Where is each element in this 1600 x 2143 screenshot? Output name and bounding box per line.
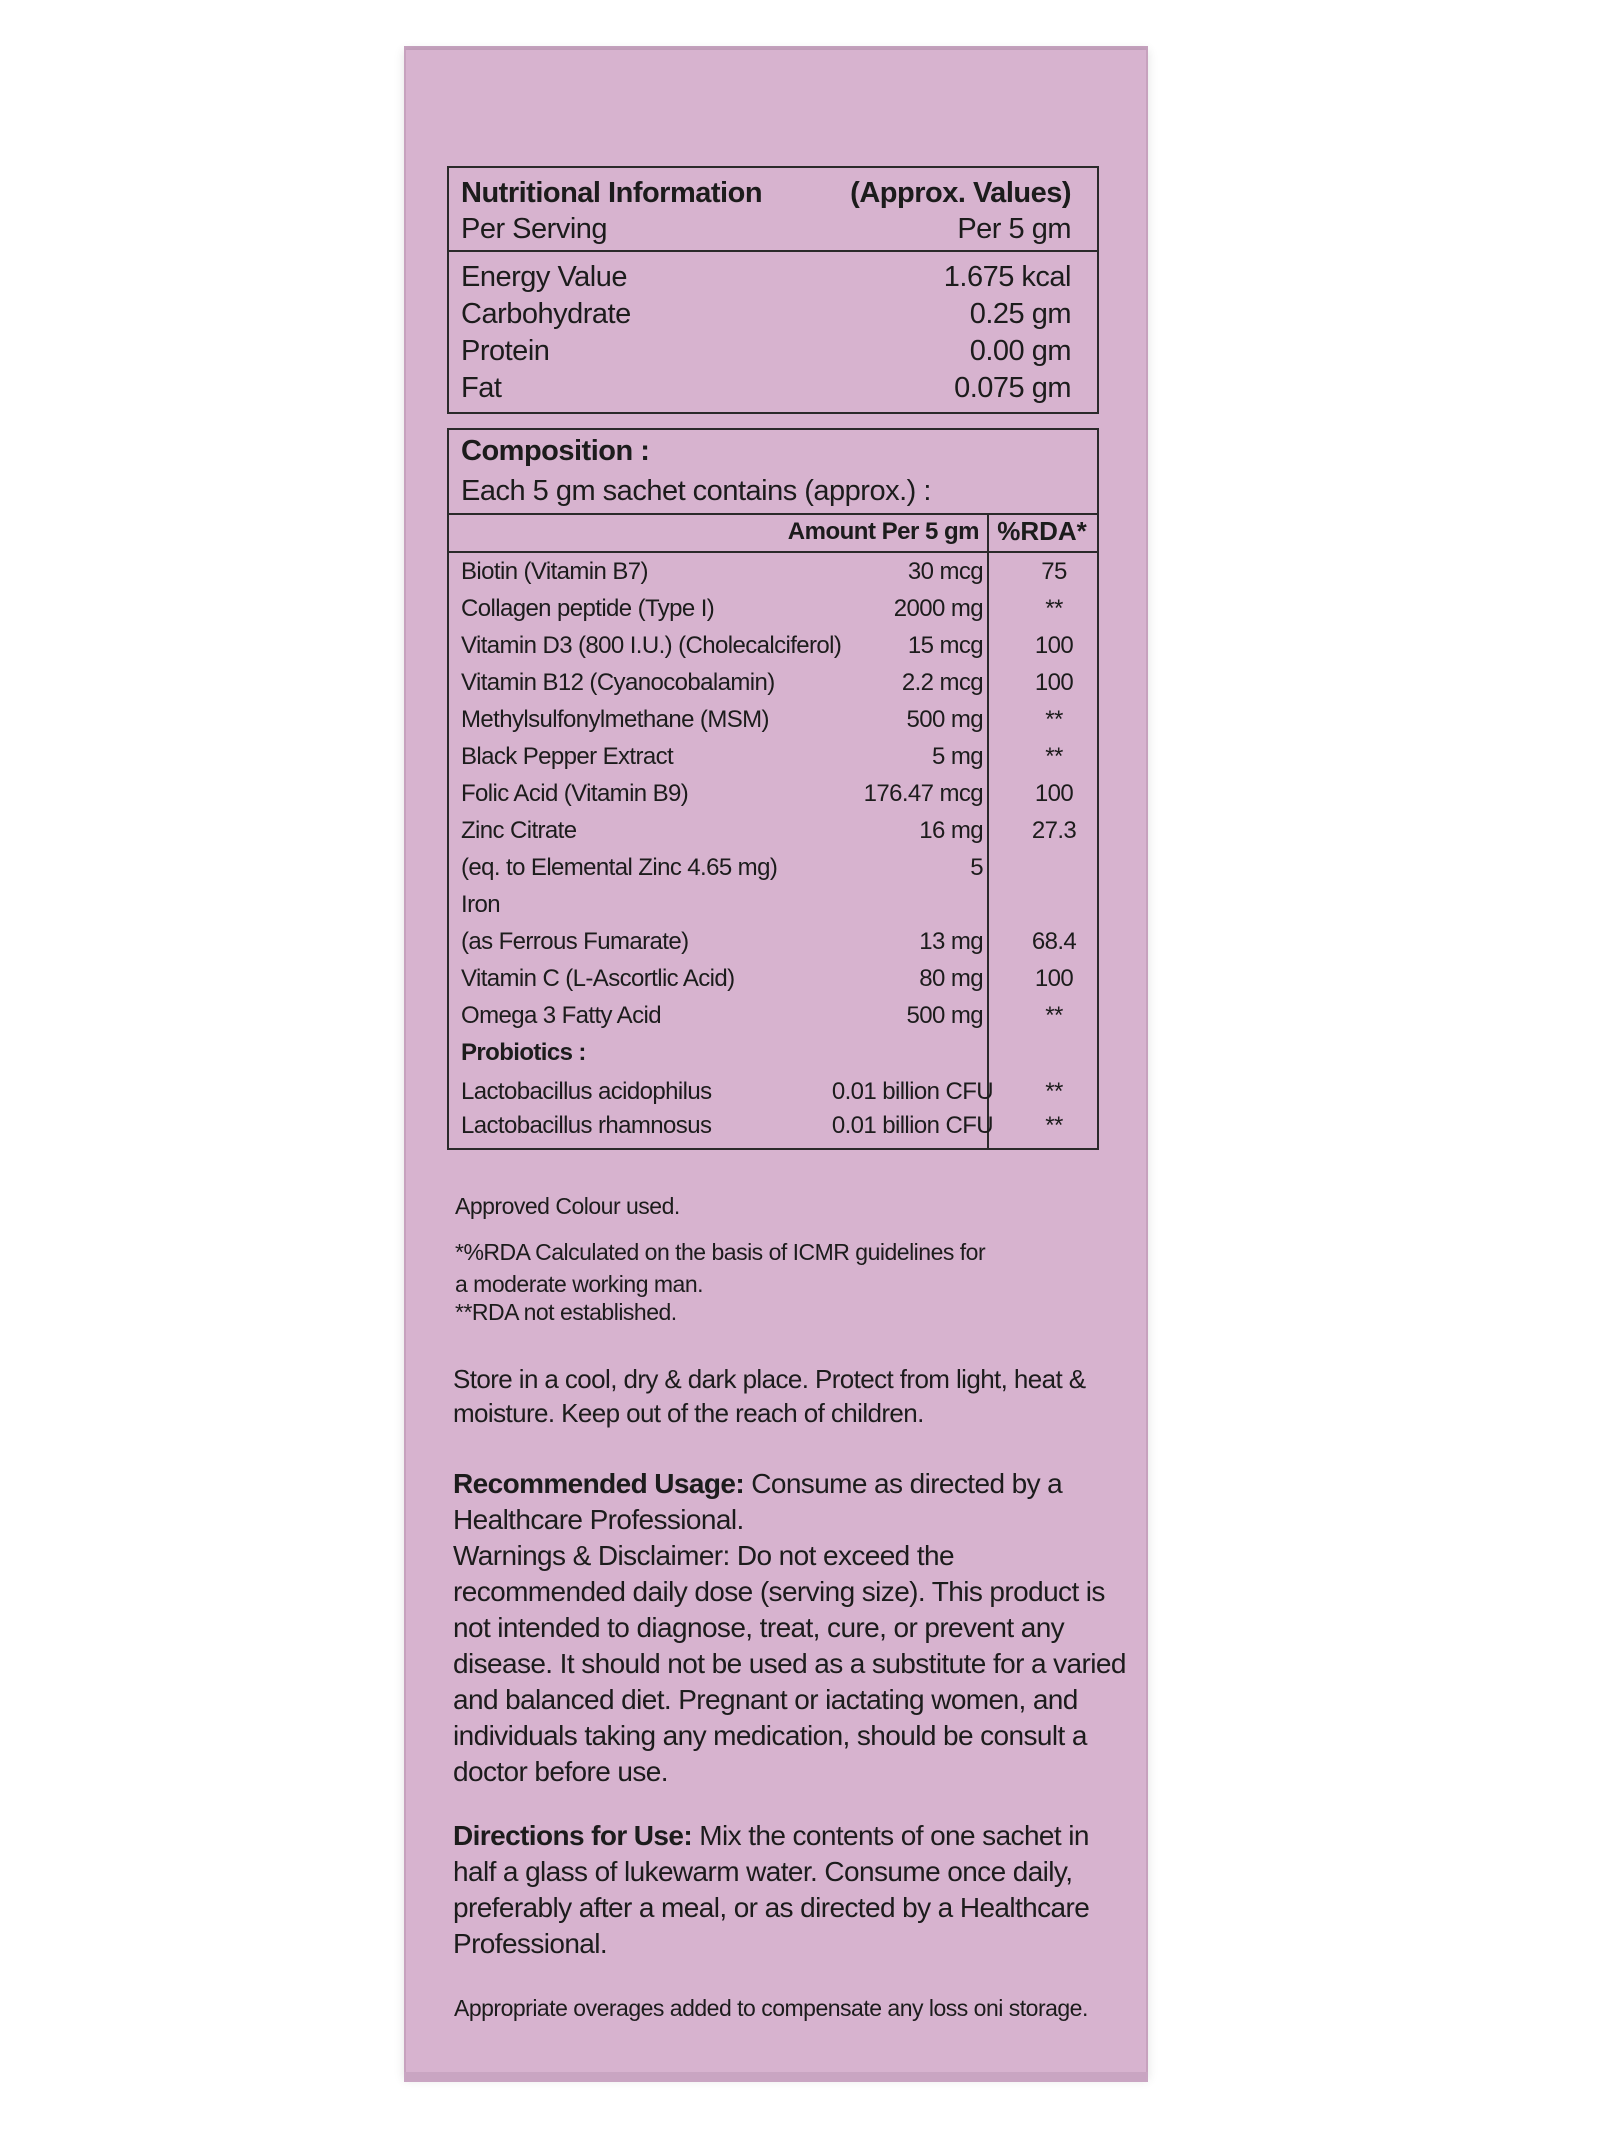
recommended-usage-text: Consume as directed by a Healthcare Professional. — [453, 1468, 1063, 1535]
rda-footnote-2: a moderate working man. — [455, 1271, 704, 1297]
ingredient-name: (as Ferrous Fumarate) — [461, 928, 689, 955]
ingredient-amount: 80 mg — [919, 965, 983, 992]
probiotic-amount: 0.01 billion CFU — [831, 1112, 993, 1139]
ingredient-rda: 68.4 — [1031, 928, 1077, 955]
ingredient-amount: 16 mg — [919, 817, 983, 844]
ingredient-name: (eq. to Elemental Zinc 4.65 mg) — [461, 854, 778, 881]
colour-note: Approved Colour used. — [455, 1193, 680, 1219]
probiotics-label: Probiotics : — [461, 1039, 586, 1066]
ingredient-name: Methylsulfonylmethane (MSM) — [461, 706, 769, 733]
ingredient-amount: 2000 mg — [893, 595, 983, 622]
probiotic-name: Lactobacillus rhamnosus — [461, 1112, 712, 1139]
nutrition-title: Nutritional Information — [461, 177, 763, 209]
ingredient-row — [461, 887, 1101, 923]
nutrition-row — [461, 297, 1071, 331]
composition-table — [447, 428, 1099, 1150]
ingredient-amount: 30 mcg — [907, 558, 983, 585]
nutrition-row-value: 0.00 gm — [969, 335, 1071, 367]
ingredient-row — [461, 924, 1101, 960]
ingredient-row — [461, 628, 1101, 664]
amount-column-header: Amount Per 5 gm — [787, 518, 979, 545]
rda-footnote-1: *%RDA Calculated on the basis of ICMR guidelines for — [455, 1239, 986, 1265]
nutrition-row-value: 0.075 gm — [954, 372, 1071, 404]
ingredient-amount: 2.2 mcg — [901, 669, 983, 696]
nutrition-table-header — [449, 168, 1097, 252]
ingredient-rda: 27.3 — [1031, 817, 1077, 844]
nutrition-table — [447, 166, 1099, 414]
nutrition-row — [461, 260, 1071, 294]
composition-subtitle: Each 5 gm sachet contains (approx.) : — [461, 475, 931, 507]
recommended-usage — [453, 1466, 1133, 1538]
composition-title: Composition : — [461, 435, 650, 467]
probiotic-rda: ** — [1045, 1078, 1063, 1105]
ingredient-amount: 500 mg — [906, 1002, 983, 1029]
recommended-usage-label: Recommended Usage: — [453, 1468, 745, 1499]
ingredient-rda: ** — [1045, 1002, 1063, 1029]
ingredient-row — [461, 961, 1101, 997]
ingredient-name: Iron — [461, 891, 500, 918]
ingredient-rda: 100 — [1034, 965, 1074, 992]
probiotic-name: Lactobacillus acidophilus — [461, 1078, 712, 1105]
rda-footnote-3: **RDA not established. — [455, 1299, 677, 1325]
nutrition-row-label: Carbohydrate — [461, 298, 631, 330]
ingredient-amount: 15 mcg — [907, 632, 983, 659]
ingredient-name: Vitamin B12 (Cyanocobalamin) — [461, 669, 775, 696]
ingredient-row — [461, 702, 1101, 738]
per-serving-row — [461, 212, 1071, 246]
per-serving-value: Per 5 gm — [957, 213, 1071, 245]
ingredient-row — [461, 813, 1101, 849]
ingredient-rda: 100 — [1034, 669, 1074, 696]
nutrition-row-value: 1.675 kcal — [943, 261, 1071, 293]
ingredient-name: Collagen peptide (Type I) — [461, 595, 715, 622]
ingredient-amount: 5 — [970, 854, 983, 881]
ingredient-amount: 13 mg — [919, 928, 983, 955]
ingredient-rda: 100 — [1034, 632, 1074, 659]
rda-column-header: %RDA* — [997, 516, 1087, 546]
divider — [449, 513, 1097, 515]
probiotic-row — [461, 1074, 1101, 1110]
ingredient-name: Omega 3 Fatty Acid — [461, 1002, 661, 1029]
ingredient-amount: 5 mg — [932, 743, 983, 770]
nutrition-row — [461, 334, 1071, 368]
ingredient-name: Vitamin C (L-Ascortlic Acid) — [461, 965, 735, 992]
ingredient-row — [461, 591, 1101, 627]
nutrition-row-value: 0.25 gm — [969, 298, 1071, 330]
ingredient-row — [461, 850, 1101, 886]
nutrition-row-label: Fat — [461, 372, 502, 404]
nutrition-row-label: Energy Value — [461, 261, 627, 293]
box-bottom-edge — [404, 2072, 1148, 2082]
ingredient-rda: ** — [1045, 706, 1063, 733]
approx-values-label: (Approx. Values) — [850, 177, 1071, 209]
ingredient-name: Folic Acid (Vitamin B9) — [461, 780, 689, 807]
nutrition-row — [461, 371, 1071, 405]
probiotic-amount: 0.01 billion CFU — [831, 1078, 993, 1105]
ingredient-row — [461, 998, 1101, 1034]
ingredient-name: Zinc Citrate — [461, 817, 577, 844]
ingredient-rda: 75 — [1041, 558, 1067, 585]
per-serving-label: Per Serving — [461, 213, 608, 245]
directions-label: Directions for Use: — [453, 1820, 693, 1851]
nutrition-title-row — [461, 176, 1071, 210]
ingredient-rda: ** — [1045, 743, 1063, 770]
probiotic-row — [461, 1108, 1101, 1144]
directions-text: Mix the contents of one sachet in half a glass of lukewarm water. Consume once daily, preferably after a meal, or as directed by a Healthcare Professional. — [453, 1820, 1090, 1959]
probiotic-rda: ** — [1045, 1112, 1063, 1139]
ingredient-amount: 176.47 mcg — [863, 780, 983, 807]
ingredient-row — [461, 739, 1101, 775]
ingredient-name: Biotin (Vitamin B7) — [461, 558, 648, 585]
warnings-disclaimer: Warnings & Disclaimer: Do not exceed the recommended daily dose (serving size). This product is not intended to diagnose, treat, cure, or prevent any disease. It should not be used as a substitute for a varied and balanced diet. Pregnant or iactating women, and individuals taking any medication, should be consult a doctor before use. — [453, 1540, 1126, 1787]
directions-for-use — [453, 1818, 1133, 1962]
divider — [449, 551, 1097, 553]
ingredient-rda: 100 — [1034, 780, 1074, 807]
ingredient-name: Black Pepper Extract — [461, 743, 674, 770]
ingredient-row — [461, 665, 1101, 701]
ingredient-rda: ** — [1045, 595, 1063, 622]
ingredient-row — [461, 776, 1101, 812]
overages-note: Appropriate overages added to compensate any loss oni storage. — [454, 1995, 1088, 2021]
nutrition-row-label: Protein — [461, 335, 550, 367]
ingredient-row — [461, 554, 1101, 590]
ingredient-name: Vitamin D3 (800 I.U.) (Cholecalciferol) — [461, 632, 842, 659]
storage-instructions: Store in a cool, dry & dark place. Protect from light, heat & moisture. Keep out of the reach of children. — [453, 1364, 1086, 1428]
ingredient-amount: 500 mg — [906, 706, 983, 733]
